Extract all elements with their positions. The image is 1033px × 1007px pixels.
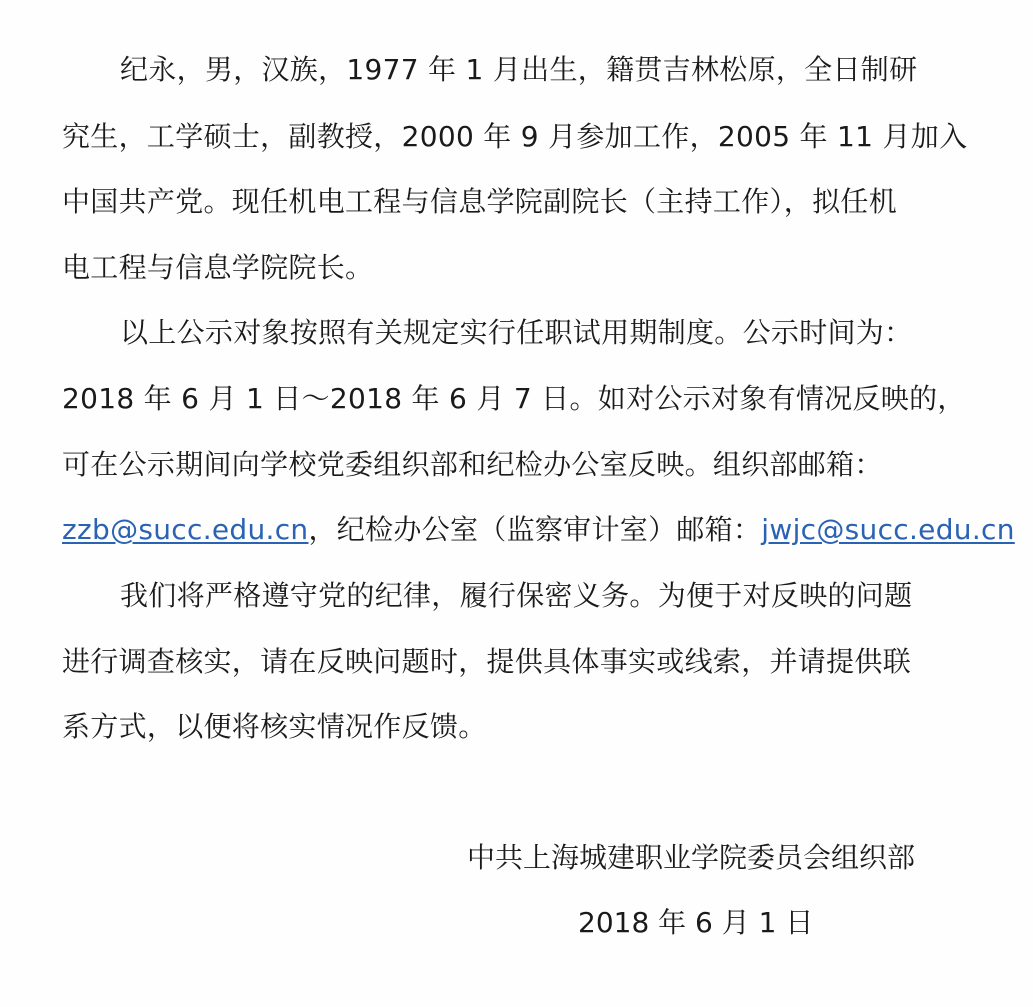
email-link-organization[interactable]: zzb@succ.edu.cn bbox=[62, 513, 309, 546]
paragraph-2-line-2: 2018 年 6 月 1 日～2018 年 6 月 7 日。如对公示对象有情况反映的， bbox=[62, 382, 966, 415]
paragraph-2-line-3: 可在公示期间向学校党委组织部和纪检办公室反映。组织部邮箱： bbox=[62, 448, 883, 481]
paragraph-3-line-2: 进行调查核实，请在反映问题时，提供具体事实或线索，并请提供联 bbox=[62, 645, 912, 678]
paragraph-1-line-3: 中国共产党。现任机电工程与信息学院副院长（主持工作），拟任机 bbox=[62, 185, 898, 218]
signature-date: 2018 年 6 月 1 日 bbox=[578, 906, 814, 939]
signature-organization: 中共上海城建职业学院委员会组织部 bbox=[467, 841, 916, 874]
email-line-middle-text: ，纪检办公室（监察审计室）邮箱： bbox=[308, 513, 762, 546]
paragraph-3-line-1: 我们将严格遵守党的纪律，履行保密义务。为便于对反映的问题 bbox=[120, 579, 913, 612]
paragraph-1-line-1: 纪永，男，汉族，1977 年 1 月出生，籍贯吉林松原，全日制研 bbox=[120, 53, 918, 86]
paragraph-1-line-4: 电工程与信息学院院长。 bbox=[62, 251, 374, 284]
paragraph-1-line-2: 究生，工学硕士，副教授，2000 年 9 月参加工作，2005 年 11 月加入 bbox=[62, 120, 968, 153]
email-link-discipline[interactable]: jwjc@succ.edu.cn bbox=[761, 513, 1015, 546]
paragraph-3-line-3: 系方式，以便将核实情况作反馈。 bbox=[62, 710, 487, 743]
paragraph-2-line-4 bbox=[62, 510, 1015, 550]
paragraph-2-line-1: 以上公示对象按照有关规定实行任职试用期制度。公示时间为： bbox=[120, 316, 913, 349]
